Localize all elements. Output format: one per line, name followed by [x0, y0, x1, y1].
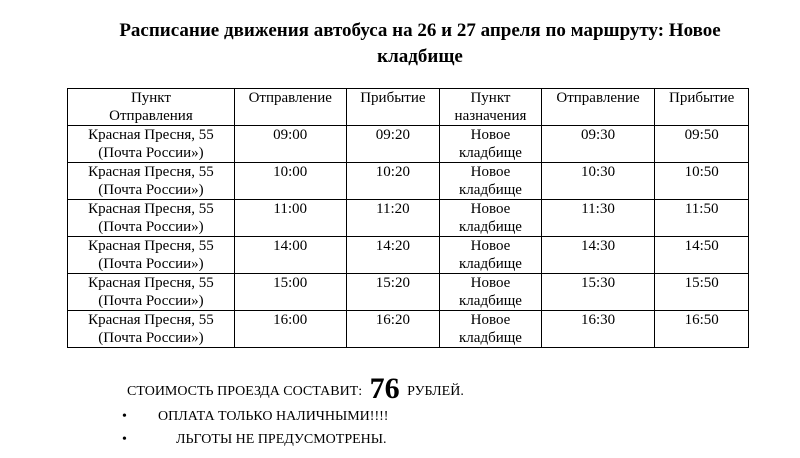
cell-departure-2: 09:30	[541, 126, 655, 163]
cell-departure-2: 16:30	[541, 311, 655, 348]
origin-line-2: (Почта России»)	[98, 145, 204, 161]
origin-line-2: (Почта России»)	[98, 256, 204, 272]
origin-line-1: Красная Пресня, 55	[88, 275, 214, 291]
destination-line-2: кладбище	[459, 256, 522, 272]
header-arrival-1-label: Прибытие	[360, 90, 426, 106]
origin-line-1: Красная Пресня, 55	[88, 164, 214, 180]
table-row	[68, 311, 749, 348]
bullet-icon: •	[122, 409, 127, 424]
header-arrival-2-label: Прибытие	[669, 90, 735, 106]
list-item	[122, 405, 388, 428]
origin-line-1: Красная Пресня, 55	[88, 238, 214, 254]
cell-arrival-2: 11:50	[655, 200, 749, 237]
cell-arrival-2: 10:50	[655, 163, 749, 200]
cell-arrival-1: 16:20	[346, 311, 440, 348]
origin-line-2: (Почта России»)	[98, 330, 204, 346]
cell-origin	[68, 200, 235, 237]
destination-line-1: Новое	[470, 127, 511, 143]
destination-line-1: Новое	[470, 275, 511, 291]
notes-list	[122, 405, 388, 451]
cell-departure-2: 11:30	[541, 200, 655, 237]
header-destination	[440, 89, 542, 126]
header-departure-2	[541, 89, 655, 126]
cell-departure-1: 09:00	[234, 126, 346, 163]
cell-origin	[68, 237, 235, 274]
destination-line-2: кладбище	[459, 293, 522, 309]
destination-line-2: кладбище	[459, 145, 522, 161]
cell-arrival-1: 11:20	[346, 200, 440, 237]
header-origin-line-1: Пункт	[130, 90, 171, 106]
origin-line-2: (Почта России»)	[98, 182, 204, 198]
note-no-discounts: ЛЬГОТЫ НЕ ПРЕДУСМОТРЕНЫ.	[176, 432, 387, 447]
cell-departure-2: 15:30	[541, 274, 655, 311]
table-row	[68, 126, 749, 163]
document-title	[60, 18, 780, 70]
destination-line-2: кладбище	[459, 182, 522, 198]
cell-arrival-1: 09:20	[346, 126, 440, 163]
header-destination-line-2: назначения	[454, 108, 527, 124]
cell-arrival-1: 14:20	[346, 237, 440, 274]
bus-schedule-table	[67, 88, 749, 348]
title-line-1: Расписание движения автобуса на 26 и 27 апреля по маршруту: Новое	[119, 20, 721, 41]
table-row	[68, 163, 749, 200]
destination-line-1: Новое	[470, 238, 511, 254]
cell-origin	[68, 311, 235, 348]
header-destination-line-1: Пункт	[470, 90, 511, 106]
cell-departure-1: 16:00	[234, 311, 346, 348]
cell-destination	[440, 311, 542, 348]
cell-arrival-2: 16:50	[655, 311, 749, 348]
destination-line-1: Новое	[470, 164, 511, 180]
cell-arrival-2: 14:50	[655, 237, 749, 274]
header-departure-2-label: Отправление	[556, 90, 640, 106]
origin-line-2: (Почта России»)	[98, 293, 204, 309]
cell-arrival-1: 10:20	[346, 163, 440, 200]
cell-destination	[440, 274, 542, 311]
title-line-2: кладбище	[377, 46, 463, 67]
note-cash-only: ОПЛАТА ТОЛЬКО НАЛИЧНЫМИ!!!!	[158, 409, 389, 424]
cell-departure-2: 14:30	[541, 237, 655, 274]
cell-departure-1: 15:00	[234, 274, 346, 311]
cell-destination	[440, 126, 542, 163]
destination-line-2: кладбище	[459, 219, 522, 235]
origin-line-1: Красная Пресня, 55	[88, 201, 214, 217]
cell-arrival-1: 15:20	[346, 274, 440, 311]
cell-origin	[68, 274, 235, 311]
destination-line-1: Новое	[470, 201, 511, 217]
table-row	[68, 237, 749, 274]
header-arrival-1	[346, 89, 440, 126]
header-origin	[68, 89, 235, 126]
cell-departure-1: 10:00	[234, 163, 346, 200]
table-row	[68, 274, 749, 311]
destination-line-2: кладбище	[459, 330, 522, 346]
origin-line-1: Красная Пресня, 55	[88, 127, 214, 143]
header-origin-line-2: Отправления	[109, 108, 193, 124]
table-header-row	[68, 89, 749, 126]
cell-departure-1: 14:00	[234, 237, 346, 274]
destination-line-1: Новое	[470, 312, 511, 328]
fare-price: 76	[369, 372, 400, 405]
fare-info	[127, 374, 464, 407]
cell-departure-1: 11:00	[234, 200, 346, 237]
fare-suffix: РУБЛЕЙ.	[407, 384, 464, 399]
cell-arrival-2: 09:50	[655, 126, 749, 163]
cell-destination	[440, 163, 542, 200]
cell-departure-2: 10:30	[541, 163, 655, 200]
cell-destination	[440, 200, 542, 237]
cell-origin	[68, 126, 235, 163]
origin-line-2: (Почта России»)	[98, 219, 204, 235]
cell-origin	[68, 163, 235, 200]
origin-line-1: Красная Пресня, 55	[88, 312, 214, 328]
bullet-icon: •	[122, 432, 127, 447]
cell-arrival-2: 15:50	[655, 274, 749, 311]
header-arrival-2	[655, 89, 749, 126]
fare-prefix: СТОИМОСТЬ ПРОЕЗДА СОСТАВИТ:	[127, 384, 363, 399]
header-departure-1-label: Отправление	[248, 90, 332, 106]
cell-destination	[440, 237, 542, 274]
list-item	[122, 428, 388, 451]
header-departure-1	[234, 89, 346, 126]
table-row	[68, 200, 749, 237]
